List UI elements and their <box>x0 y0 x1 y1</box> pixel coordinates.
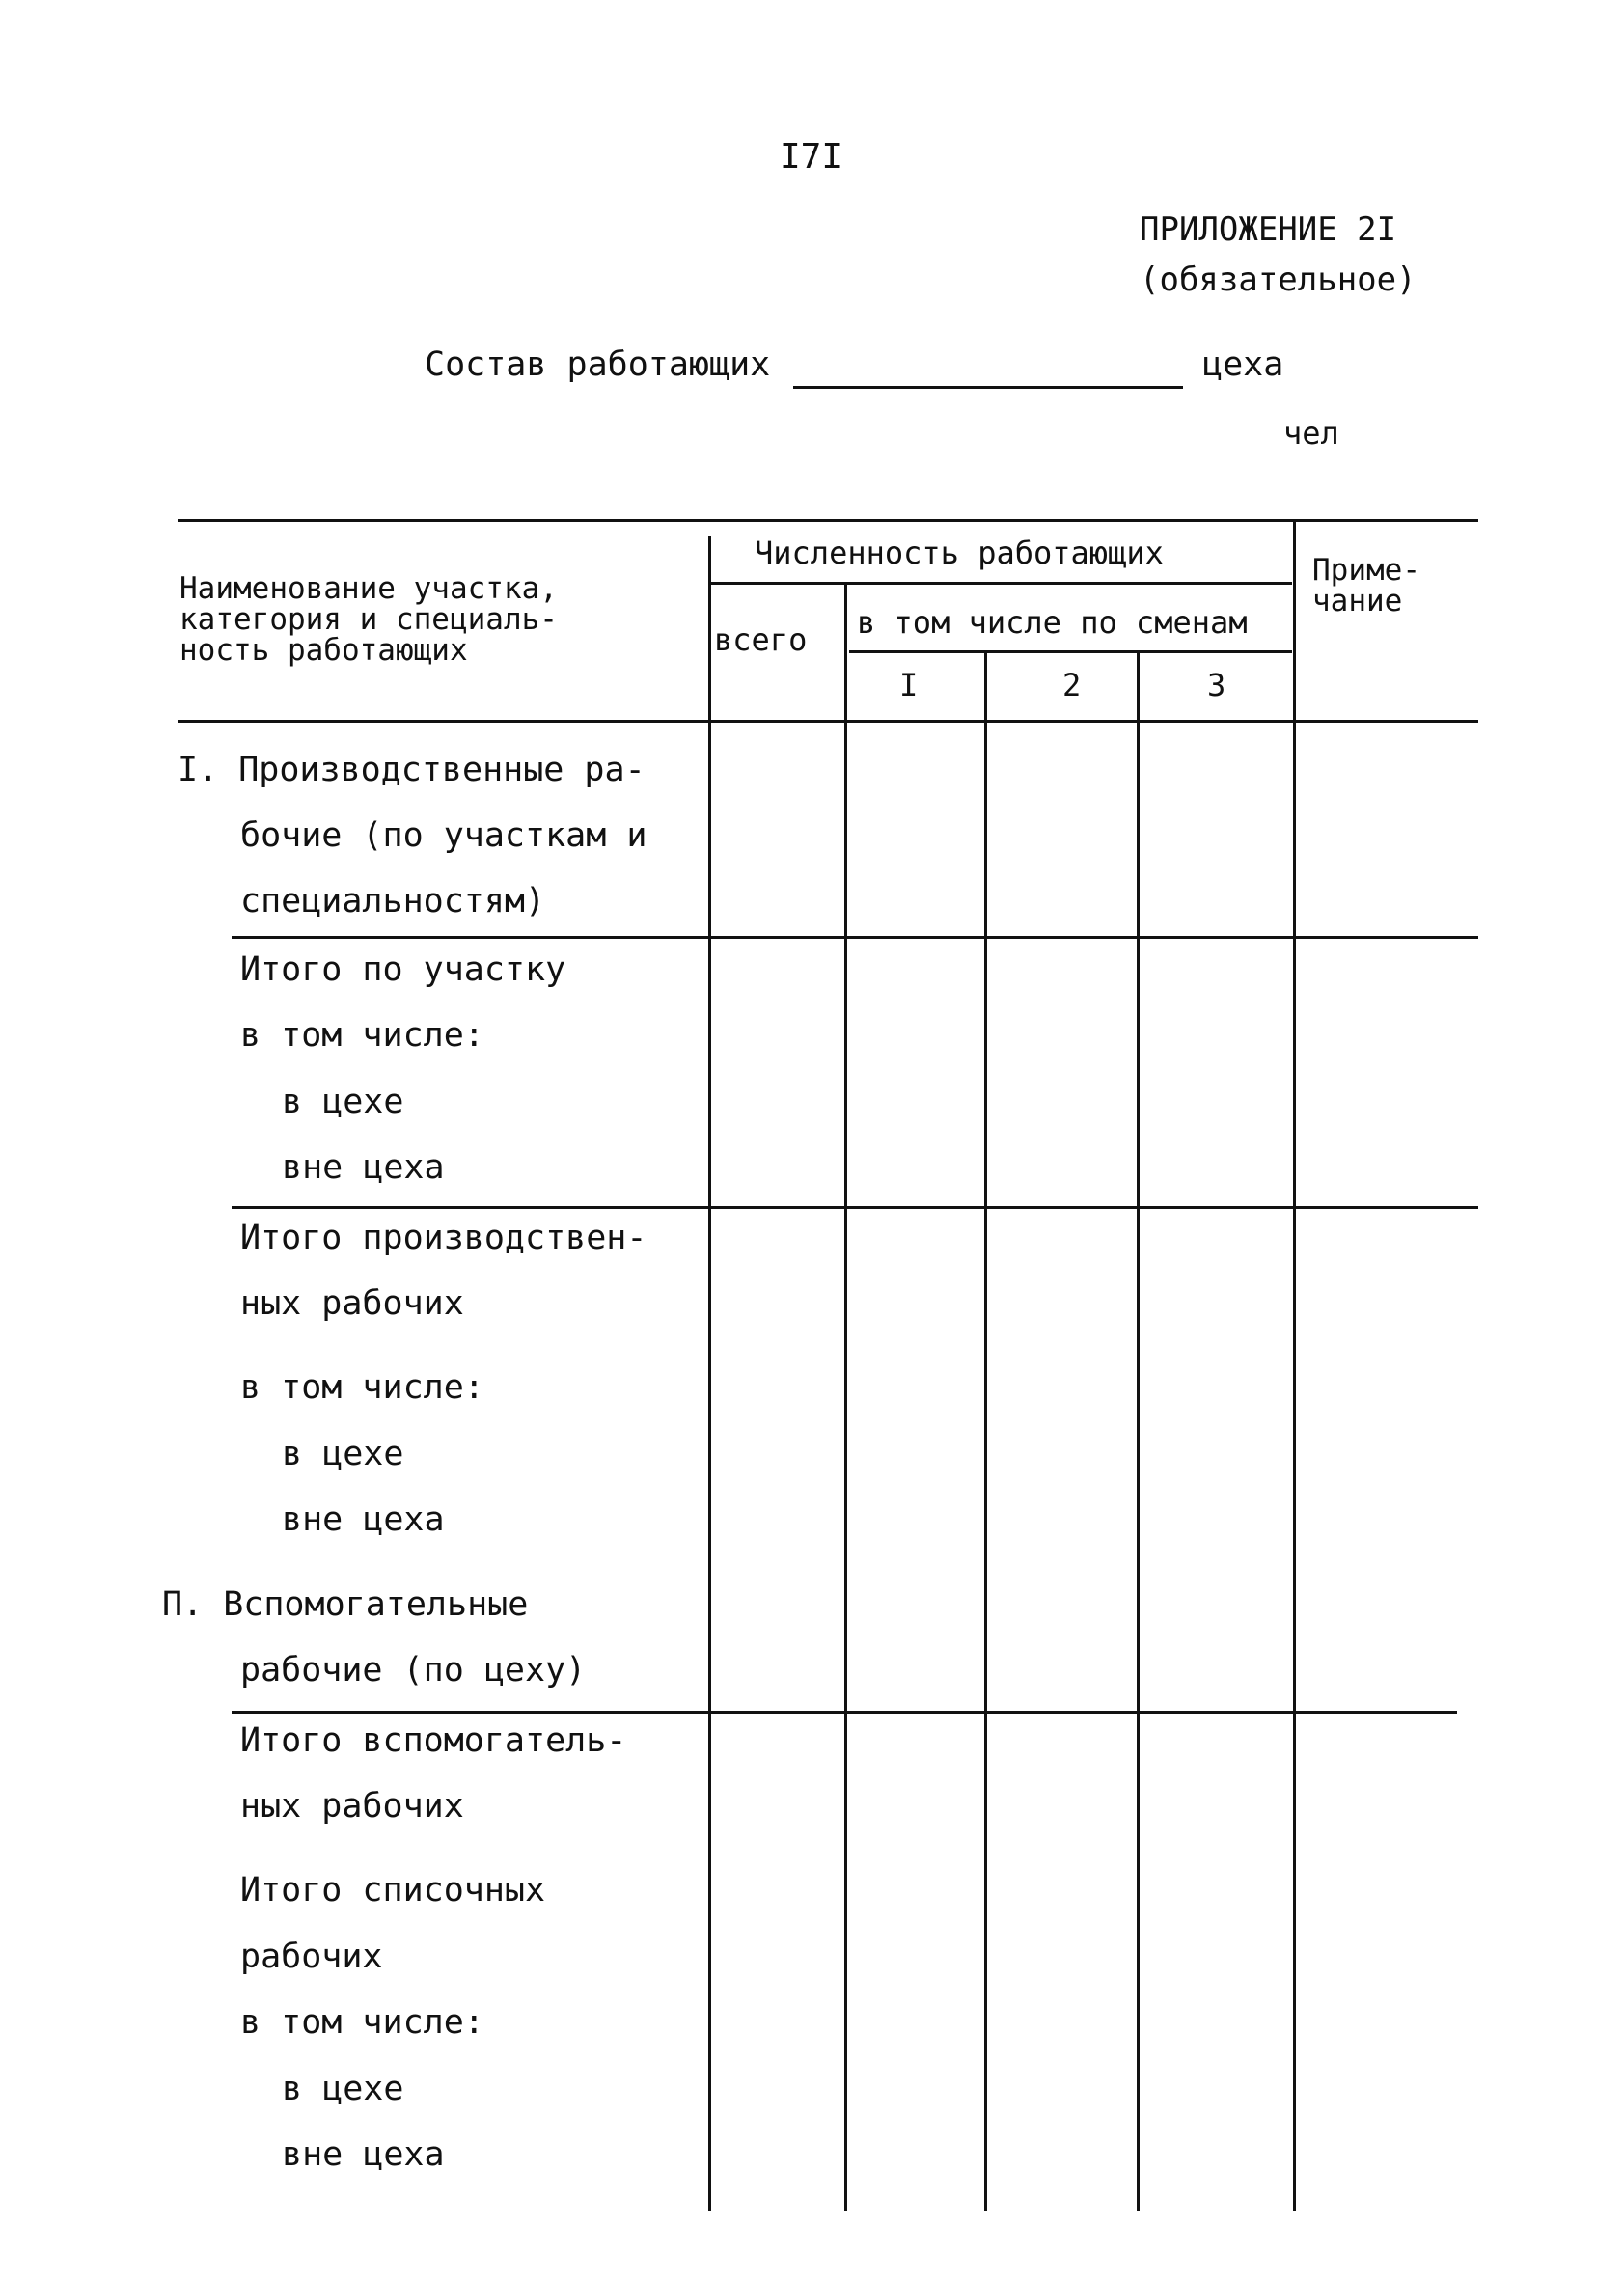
section-rule-1 <box>232 936 1478 939</box>
row-label: специальностям) <box>240 882 546 921</box>
col-rule-note-left <box>1293 519 1296 2211</box>
header-count-group: Численность работающих <box>755 535 1164 571</box>
row-label: вне цеха <box>282 2135 445 2174</box>
row-label: в том числе: <box>240 1016 484 1055</box>
row-label: Итого вспомогатель- <box>240 1721 627 1760</box>
header-shift-1: I <box>899 667 919 703</box>
row-label: в том числе: <box>240 1368 484 1407</box>
row-label: вне цеха <box>282 1148 445 1187</box>
section-rule-2 <box>232 1206 1478 1209</box>
document-title-suffix: цеха <box>1202 345 1284 384</box>
header-subrule-shifts <box>849 650 1292 653</box>
row-label: бочие (по участкам и <box>240 816 647 855</box>
header-shift-3: 3 <box>1207 667 1226 703</box>
row-label: вне цеха <box>282 1500 445 1539</box>
row-label: I. Производственные ра- <box>178 751 646 789</box>
header-name-line-2: категория и специаль- <box>179 602 558 637</box>
header-shift-2: 2 <box>1062 667 1082 703</box>
header-name-line-1: Наименование участка, <box>179 571 558 606</box>
row-label: П. Вспомогательные <box>162 1585 529 1624</box>
row-label: рабочие (по цеху) <box>240 1651 587 1690</box>
row-label: в цехе <box>282 2070 404 2108</box>
row-label: ных рабочих <box>240 1284 464 1323</box>
table-top-rule <box>178 519 1478 522</box>
appendix-title: ПРИЛОЖЕНИЕ 2I <box>1140 210 1397 249</box>
col-rule-shift2-left <box>984 650 987 2211</box>
document-title: Состав работающих <box>425 345 771 384</box>
row-label: в том числе: <box>240 2003 484 2042</box>
header-bottom-rule <box>178 720 1478 723</box>
col-rule-shift3-left <box>1137 650 1140 2211</box>
row-label: Итого по участку <box>240 950 566 989</box>
row-label: Итого списочных <box>240 1871 546 1910</box>
row-label: ных рабочих <box>240 1787 464 1826</box>
row-label: Итого производствен- <box>240 1219 647 1257</box>
row-label: в цехе <box>282 1435 404 1473</box>
header-name-line-3: ность работающих <box>179 633 468 668</box>
header-total: всего <box>714 621 808 658</box>
page-number: I7I <box>780 137 843 177</box>
workshop-name-blank <box>793 386 1183 389</box>
header-shifts-group: в том числе по сменам <box>857 604 1248 641</box>
header-note-line-1: Приме- <box>1312 553 1420 588</box>
header-note-line-2: чание <box>1312 584 1403 619</box>
col-rule-total-left <box>708 536 711 2211</box>
row-label: в цехе <box>282 1083 404 1121</box>
header-subrule-count <box>711 582 1292 585</box>
row-label: рабочих <box>240 1938 383 1976</box>
col-rule-shift1-left <box>844 583 847 2211</box>
appendix-note: (обязательное) <box>1140 261 1417 299</box>
units-label: чел <box>1283 415 1339 452</box>
